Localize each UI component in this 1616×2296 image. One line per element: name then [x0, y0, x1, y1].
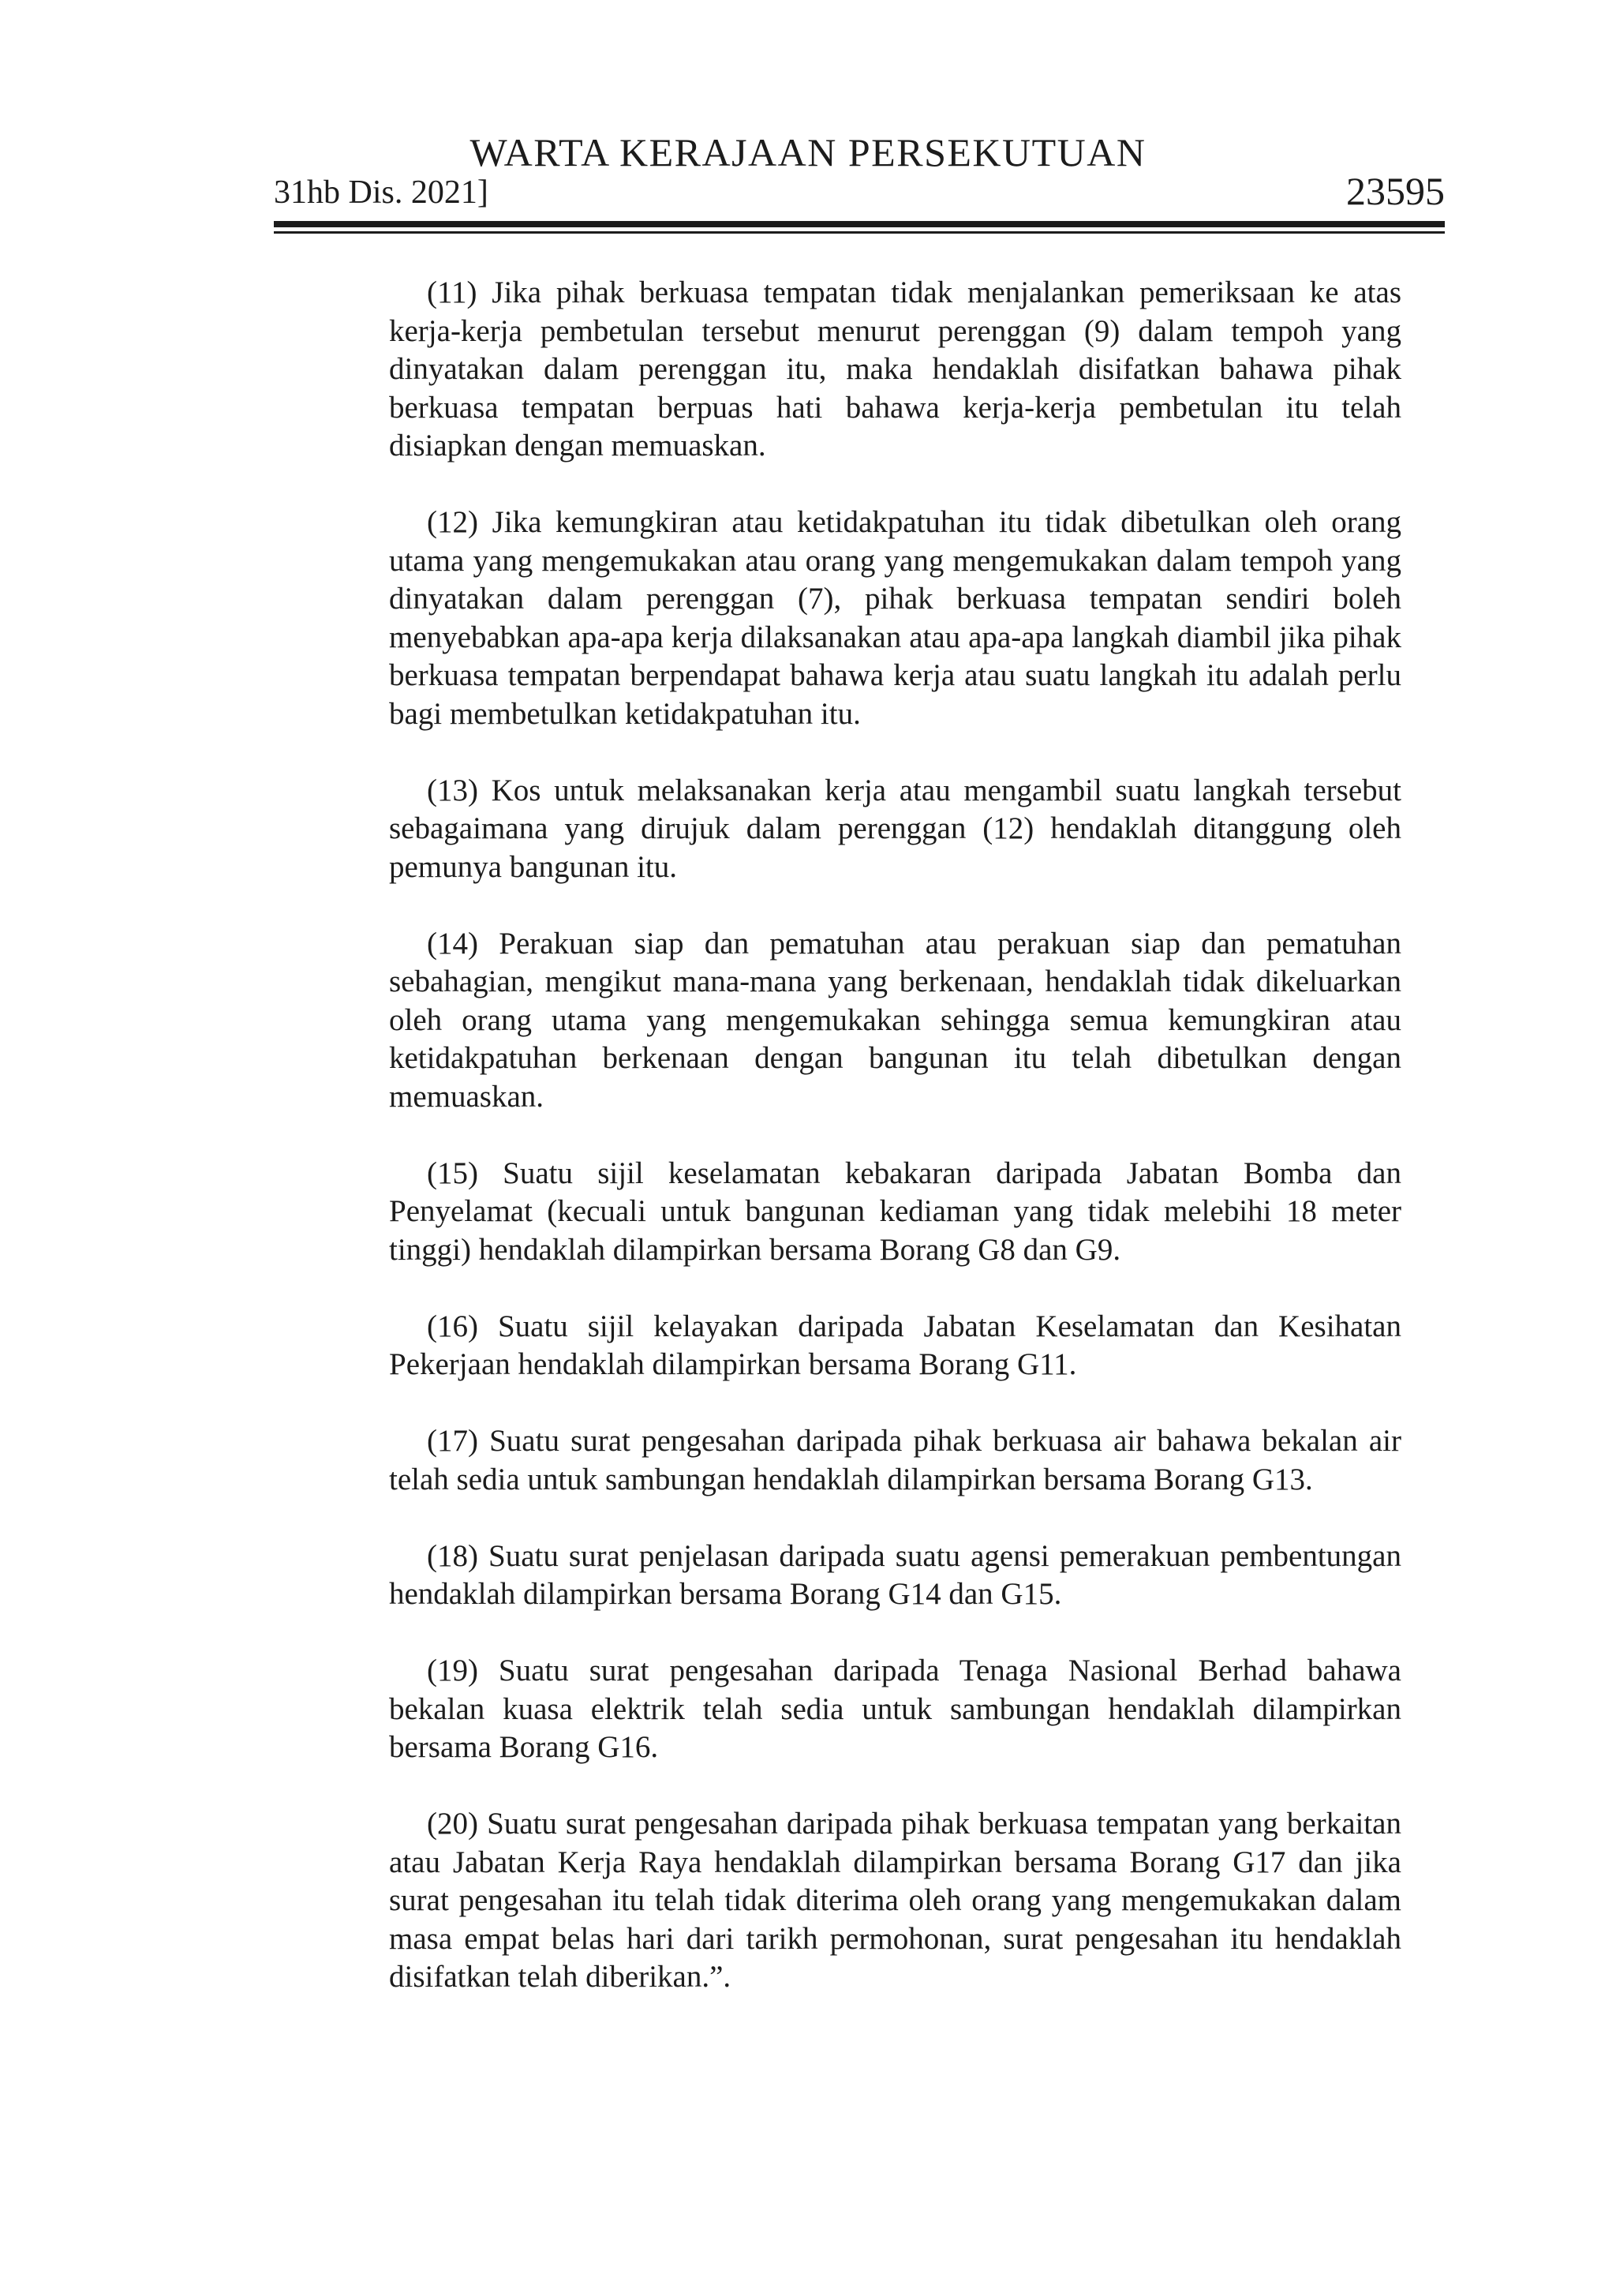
paragraph-17: (17) Suatu surat pengesahan daripada pihak berkuasa air bahawa bekalan air telah sedia untuk sambungan hendaklah dilampirkan bersama Borang G13.: [389, 1424, 1401, 1496]
paragraph-18: (18) Suatu surat penjelasan daripada suatu agensi pemerakuan pembentungan hendaklah dilampirkan bersama Borang G14 dan G15.: [389, 1538, 1401, 1611]
issue-date: 31hb Dis. 2021]: [274, 174, 488, 211]
paragraph-14: (14) Perakuan siap dan pematuhan atau perakuan siap dan pematuhan sebahagian, mengikut mana-mana yang berkenaan, hendaklah tidak dikeluarkan oleh orang utama yang mengemukakan sehingga semua kemungkiran atau ketidakpatuhan berkenaan dengan bangunan itu telah dibetulkan dengan memuaskan.: [389, 926, 1401, 1114]
paragraph-13: (13) Kos untuk melaksanakan kerja atau mengambil suatu langkah tersebut sebagaimana yang dirujuk dalam perenggan (12) hendaklah ditanggung oleh pemunya bangunan itu.: [389, 773, 1401, 884]
paragraph-19: (19) Suatu surat pengesahan daripada Tenaga Nasional Berhad bahawa bekalan kuasa elektrik telah sedia untuk sambungan hendaklah dilampirkan bersama Borang G16.: [389, 1654, 1401, 1764]
body-text: [389, 274, 1401, 2035]
header-rule-thin: [274, 231, 1445, 234]
header-rule-thick: [274, 221, 1445, 227]
gazette-title: WARTA KERAJAAN PERSEKUTUAN: [469, 130, 1147, 174]
paragraph-20: (20) Suatu surat pengesahan daripada pihak berkuasa tempatan yang berkaitan atau Jabatan Kerja Raya hendaklah dilampirkan bersama Borang G17 dan jika surat pengesahan itu telah tidak diterima oleh orang yang mengemukakan dalam masa empat belas hari dari tarikh permohonan, surat pengesahan itu hendaklah disifatkan telah diberikan.”.: [389, 1807, 1401, 1994]
paragraph-16: (16) Suatu sijil kelayakan daripada Jabatan Keselamatan dan Kesihatan Pekerjaan hendaklah dilampirkan bersama Borang G11.: [389, 1309, 1401, 1381]
paragraph-11: (11) Jika pihak berkuasa tempatan tidak menjalankan pemeriksaan ke atas kerja-kerja pembetulan tersebut menurut perenggan (9) dalam tempoh yang dinyatakan dalam perenggan itu, maka hendaklah disifatkan bahawa pihak berkuasa tempatan berpuas hati bahawa kerja-kerja pembetulan itu telah disiapkan dengan memuaskan.: [389, 275, 1401, 463]
page-number: 23595: [1346, 169, 1445, 213]
paragraph-12: (12) Jika kemungkiran atau ketidakpatuhan itu tidak dibetulkan oleh orang utama yang mengemukakan atau orang yang mengemukakan dalam tempoh yang dinyatakan dalam perenggan (7), pihak berkuasa tempatan sendiri boleh menyebabkan apa-apa kerja dilaksanakan atau apa-apa langkah diambil jika pihak berkuasa tempatan berpendapat bahawa kerja atau suatu langkah itu adalah perlu bagi membetulkan ketidakpatuhan itu.: [389, 505, 1401, 731]
paragraph-15: (15) Suatu sijil keselamatan kebakaran daripada Jabatan Bomba dan Penyelamat (kecuali untuk bangunan kediaman yang tidak melebihi 18 meter tinggi) hendaklah dilampirkan bersama Borang G8 dan G9.: [389, 1155, 1401, 1267]
